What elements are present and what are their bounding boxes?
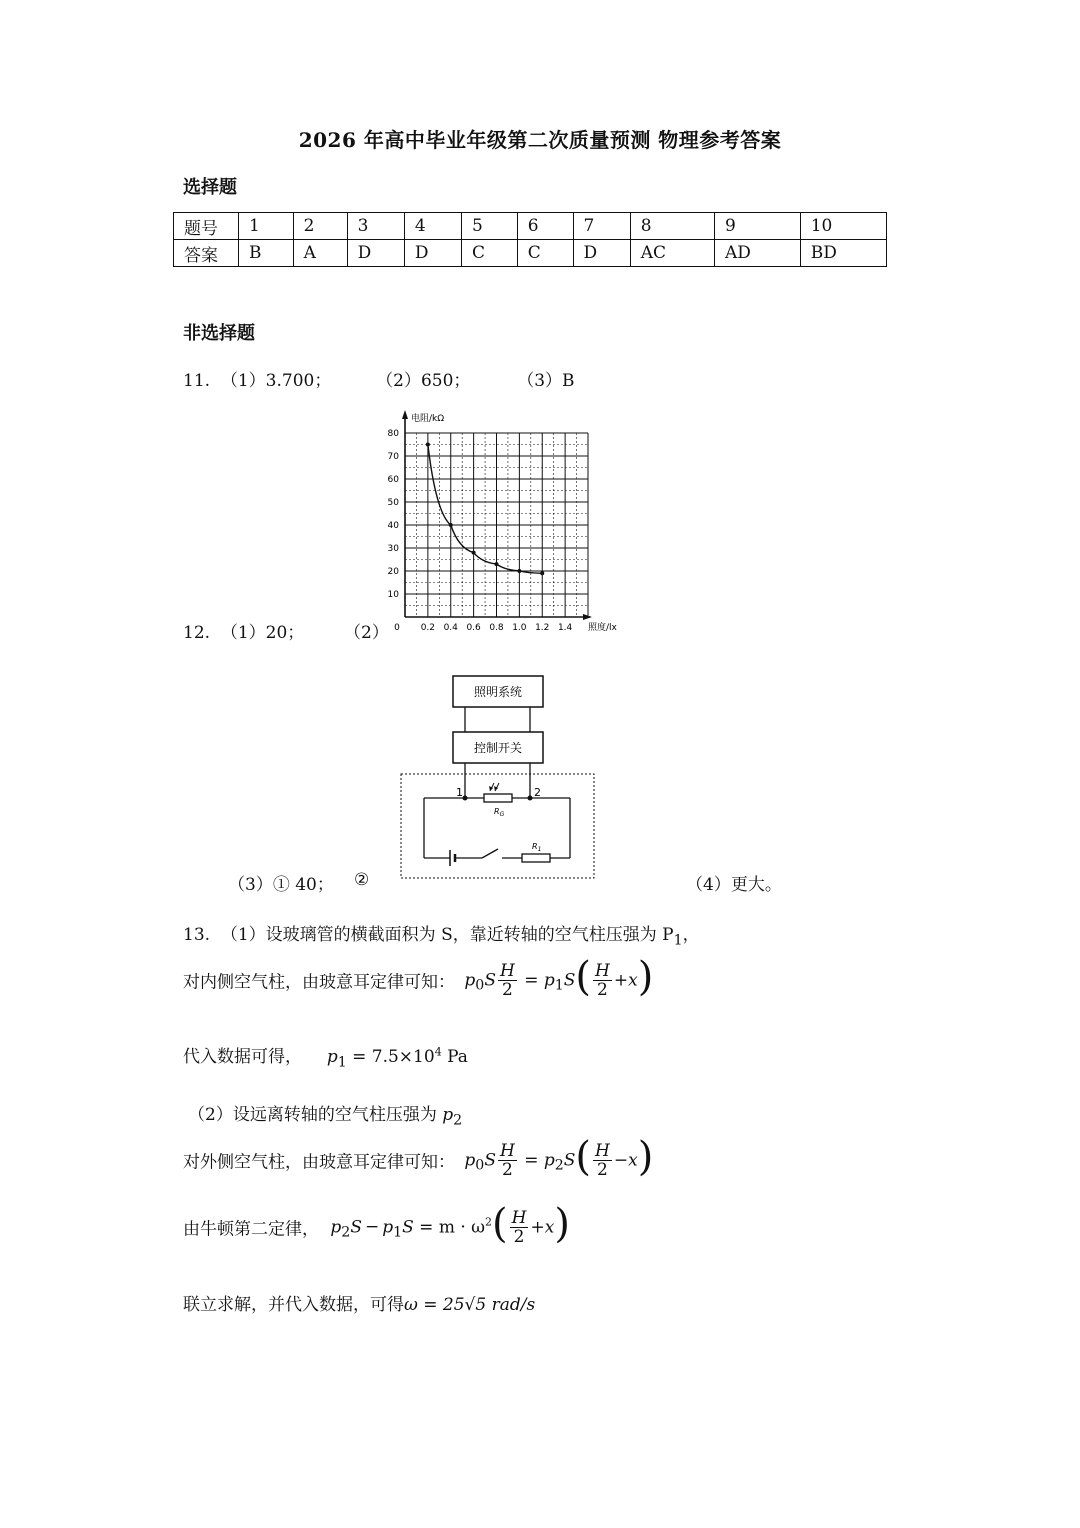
- right-paren: ): [637, 954, 654, 1000]
- y-tick-label: 30: [387, 544, 399, 554]
- table-cell: B: [239, 240, 294, 267]
- eq-symbol: p: [326, 1047, 338, 1067]
- control-circuit-diagram: [398, 672, 598, 880]
- x-tick-label: 0: [394, 623, 400, 633]
- r1-label: [532, 842, 541, 853]
- row-label-answer: 答案: [174, 240, 239, 267]
- eq-op: =: [518, 970, 544, 990]
- frac-den: 2: [501, 1159, 513, 1180]
- eq-sub: 1: [554, 976, 564, 993]
- fraction: [593, 962, 612, 999]
- frac-num: H: [595, 1140, 610, 1161]
- p1-result: [326, 1045, 468, 1071]
- data-point: [540, 571, 544, 575]
- table-cell: 7: [573, 213, 630, 240]
- q13-line7: [183, 1290, 535, 1315]
- photoresistor-icon: [484, 794, 512, 802]
- q13-line5: [183, 1134, 654, 1180]
- eq-symbol: S: [350, 1217, 362, 1237]
- eq-op: +: [613, 970, 629, 990]
- table-cell: 8: [630, 213, 714, 240]
- boyle-inner-equation: [464, 954, 654, 1000]
- x-tick-labels: [394, 623, 572, 633]
- frac-den: 2: [597, 979, 608, 1000]
- light-arrows-icon: [489, 783, 499, 791]
- eq-symbol: p: [543, 970, 555, 990]
- q13-text5: 对外侧空气柱，由玻意耳定律可知：: [183, 1152, 455, 1173]
- eq-symbol: p: [382, 1217, 394, 1237]
- resistance-illuminance-chart: [370, 405, 630, 635]
- x-tick-label: 0.6: [466, 623, 481, 633]
- eq-symbol: S: [563, 970, 576, 990]
- eq-symbol: S: [484, 970, 496, 990]
- table-cell: BD: [800, 240, 886, 267]
- control-switch-label: 控制开关: [473, 741, 523, 755]
- table-cell: 10: [800, 213, 886, 240]
- eq-symbol: x: [628, 1150, 638, 1170]
- frac-num: H: [499, 1140, 515, 1161]
- eq-sub: 0: [475, 1156, 485, 1173]
- q13-text4: （2）设远离转轴的空气柱压强为: [188, 1105, 437, 1125]
- q13-text1-sub: 1: [673, 932, 683, 949]
- table-cell: 9: [714, 213, 800, 240]
- eq-op: −: [613, 1150, 629, 1170]
- section-nonchoice-heading: 非选择题: [183, 323, 255, 344]
- eq-sub: 1: [393, 1223, 403, 1240]
- frac-den: 2: [501, 979, 513, 1000]
- q13-text1: （1）设玻璃管的横截面积为 S，靠近转轴的空气柱压强为 P: [220, 925, 674, 945]
- node-1-label: 1: [456, 786, 463, 799]
- x-tick-label: 1.2: [535, 623, 550, 633]
- boyle-outer-equation: [464, 1134, 654, 1180]
- lighting-system-label: 照明系统: [473, 685, 523, 699]
- q13-line3: [183, 1042, 468, 1070]
- table-cell: 1: [239, 213, 294, 240]
- p1-unit: Pa: [441, 1047, 468, 1067]
- eq-sup: 2: [485, 1214, 493, 1228]
- eq-symbol: S: [402, 1217, 414, 1237]
- eq-op: +: [530, 1217, 545, 1237]
- fraction: [593, 1142, 612, 1179]
- rg-label-main: R: [494, 807, 500, 816]
- dashed-boundary: [401, 774, 594, 878]
- eq-sub: 2: [554, 1156, 564, 1173]
- q12-number: 12.: [183, 623, 211, 643]
- eq-symbol: p: [464, 970, 476, 990]
- frac-num: H: [499, 960, 515, 981]
- q13-line4: [188, 1100, 462, 1128]
- y-axis-label: 电阻/kΩ: [411, 414, 445, 424]
- data-point: [449, 523, 453, 527]
- eq-symbol: S: [563, 1150, 576, 1170]
- x-tick-label: 1.4: [557, 623, 573, 633]
- q13-text1-end: ，: [682, 925, 700, 945]
- q12-part1: （1）20；: [220, 623, 305, 643]
- eq-symbol: p: [543, 1150, 555, 1170]
- data-point: [495, 562, 499, 566]
- y-tick-labels: [388, 429, 400, 600]
- left-paren: (: [492, 1201, 508, 1247]
- eq-op: −: [364, 1217, 380, 1237]
- q11-line: [183, 366, 575, 391]
- table-cell: 4: [404, 213, 461, 240]
- table-row-answers: [174, 240, 887, 267]
- fraction: [510, 1209, 529, 1246]
- q13-line1: [183, 920, 700, 948]
- eq-op: =: [518, 1150, 544, 1170]
- q13-text3: 代入数据可得，: [183, 1047, 302, 1067]
- table-cell: D: [347, 240, 404, 267]
- left-paren: (: [575, 954, 592, 1000]
- newton-mid: = m · ω: [413, 1217, 486, 1237]
- y-tick-label: 10: [387, 590, 399, 600]
- y-tick-label: 70: [387, 452, 399, 462]
- table-cell: A: [293, 240, 347, 267]
- data-point: [426, 443, 430, 447]
- table-cell: D: [573, 240, 630, 267]
- eq-sub: 2: [453, 1112, 463, 1129]
- q12-line: [183, 618, 304, 643]
- eq-symbol: x: [544, 1217, 555, 1237]
- rg-label: [494, 807, 505, 818]
- right-paren: ): [554, 1201, 570, 1247]
- y-tick-label: 50: [387, 498, 399, 508]
- row-label-number: 题号: [174, 213, 239, 240]
- node-1-dot: [463, 796, 468, 801]
- node-2-label: 2: [534, 786, 541, 799]
- table-cell: 3: [347, 213, 404, 240]
- newton-equation: [330, 1201, 570, 1247]
- table-cell: D: [404, 240, 461, 267]
- right-paren: ): [637, 1134, 654, 1180]
- q11-part1: （1）3.700；: [220, 371, 332, 391]
- y-tick-label: 20: [387, 567, 399, 577]
- eq-symbol: p: [464, 1150, 476, 1170]
- q13-line6: [183, 1201, 570, 1247]
- y-tick-label: 80: [387, 429, 399, 439]
- y-axis-arrow-icon: [402, 410, 408, 419]
- q13-number: 13.: [183, 925, 211, 945]
- eq-symbol: p: [442, 1105, 454, 1125]
- p1-value: = 7.5×10: [352, 1047, 435, 1067]
- frac-num: H: [595, 960, 610, 981]
- fraction: [498, 962, 517, 999]
- q13-text6: 由牛顿第二定律，: [183, 1219, 319, 1240]
- omega-result: ω = 25√5 rad/s: [404, 1295, 536, 1315]
- switch-icon: [482, 849, 498, 858]
- resistor-r1-icon: [522, 854, 550, 862]
- q11-number: 11.: [183, 371, 211, 391]
- x-tick-label: 0.8: [489, 623, 504, 633]
- eq-sub: 2: [341, 1223, 351, 1240]
- x-tick-label: 0.2: [420, 623, 436, 633]
- eq-symbol: S: [484, 1150, 496, 1170]
- eq-symbol: x: [628, 970, 638, 990]
- r1-label-sub: 1: [537, 846, 542, 853]
- table-cell: 5: [462, 213, 518, 240]
- data-point: [517, 569, 521, 573]
- q13-text2: 对内侧空气柱，由玻意耳定律可知：: [183, 972, 455, 993]
- table-cell: AC: [630, 240, 714, 267]
- q12-part4: （4）更大。: [686, 875, 782, 895]
- data-point: [472, 551, 476, 555]
- rg-label-sub: G: [499, 811, 505, 818]
- q13-line2: [183, 954, 654, 1000]
- q11-part2: （2）650；: [376, 371, 471, 391]
- table-cell: C: [462, 240, 518, 267]
- table-cell: AD: [714, 240, 800, 267]
- table-cell: 6: [517, 213, 573, 240]
- q12-part3: （3）① 40；: [228, 875, 334, 895]
- q12-part3-circle2: ②: [354, 870, 370, 890]
- x-tick-label: 0.4: [443, 623, 458, 633]
- y-tick-label: 60: [387, 475, 399, 485]
- q11-part3: （3）B: [517, 371, 575, 391]
- r1-label-main: R: [532, 842, 538, 851]
- x-tick-label: 1.0: [512, 623, 527, 633]
- table-cell: C: [517, 240, 573, 267]
- fraction: [498, 1142, 517, 1179]
- eq-sub: 0: [475, 976, 485, 993]
- x-axis-label: 照度/lx: [588, 623, 617, 633]
- node-2-dot: [528, 796, 533, 801]
- y-tick-label: 40: [387, 521, 399, 531]
- q12-part2: （2）: [344, 623, 389, 643]
- eq-symbol: p: [330, 1217, 342, 1237]
- q13-text7: 联立求解，并代入数据，可得: [183, 1295, 404, 1315]
- chart-grid-major: [405, 433, 588, 617]
- eq-sub: 1: [337, 1054, 347, 1071]
- table-row-numbers: [174, 213, 887, 240]
- frac-den: 2: [513, 1226, 525, 1247]
- frac-num: H: [511, 1207, 527, 1228]
- frac-den: 2: [597, 1159, 608, 1180]
- page-title: 2026 年高中毕业年级第二次质量预测 物理参考答案: [298, 128, 782, 152]
- p1-exp: 4: [434, 1045, 442, 1059]
- section-choice-heading: 选择题: [183, 177, 237, 198]
- battery-icon: [450, 850, 455, 866]
- left-paren: (: [575, 1134, 592, 1180]
- table-cell: 2: [293, 213, 347, 240]
- answer-table: [173, 212, 887, 267]
